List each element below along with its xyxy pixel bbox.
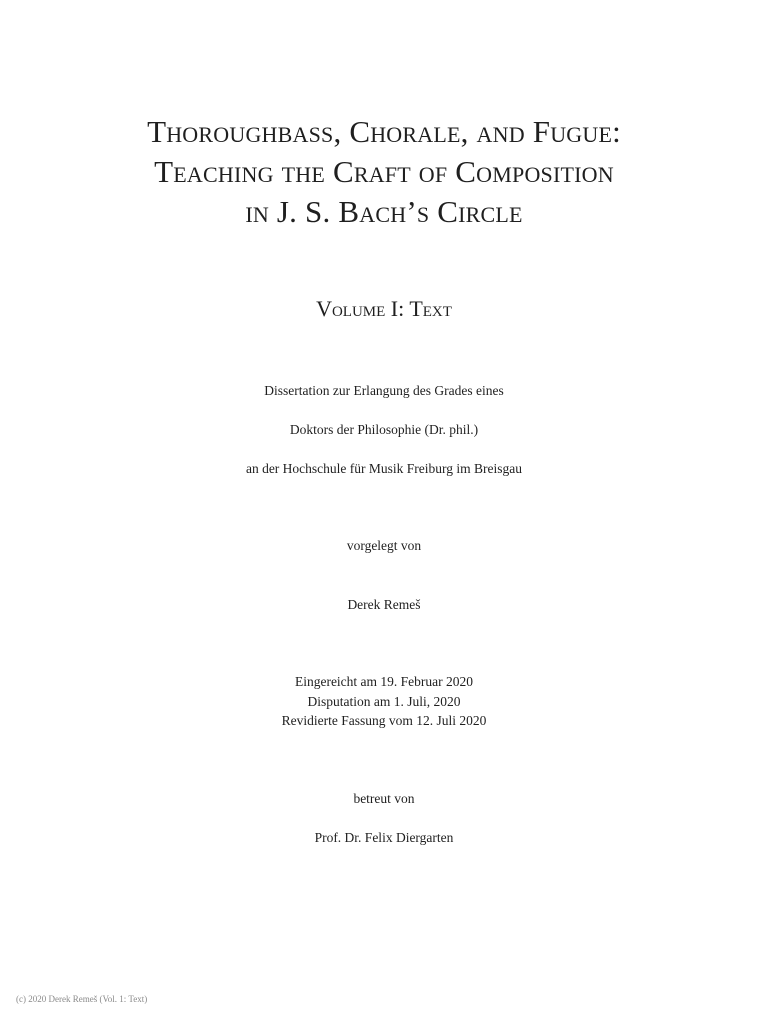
disputation-date: Disputation am 1. Juli, 2020 xyxy=(307,693,461,709)
dates-block xyxy=(0,672,768,731)
dissertation-title xyxy=(0,112,768,232)
supervisor-name: Prof. Dr. Felix Diergarten xyxy=(314,830,454,845)
dissertation-purpose-line-1: Dissertation zur Erlangung des Grades eines xyxy=(264,383,504,398)
submitted-date: Eingereicht am 19. Februar 2020 xyxy=(294,674,474,689)
presented-by-label: vorgelegt von xyxy=(346,538,422,553)
copyright-footer: (c) 2020 Derek Remeš (Vol. 1: Text) xyxy=(16,994,148,1004)
supervised-by-label: betreut von xyxy=(353,791,415,806)
title-line-1: Thoroughbass, Chorale, and Fugue: xyxy=(147,114,621,149)
dissertation-institution: an der Hochschule für Musik Freiburg im Breisgau xyxy=(245,461,523,476)
title-line-3: in J. S. Bach’s Circle xyxy=(245,194,523,229)
author-name: Derek Remeš xyxy=(347,597,421,612)
volume-label: Volume I: Text xyxy=(316,296,452,321)
revised-date: Revidierte Fassung vom 12. Juli 2020 xyxy=(281,713,487,728)
title-line-2: Teaching the Craft of Composition xyxy=(154,154,614,189)
dissertation-purpose-line-2: Doktors der Philosophie (Dr. phil.) xyxy=(289,422,479,437)
